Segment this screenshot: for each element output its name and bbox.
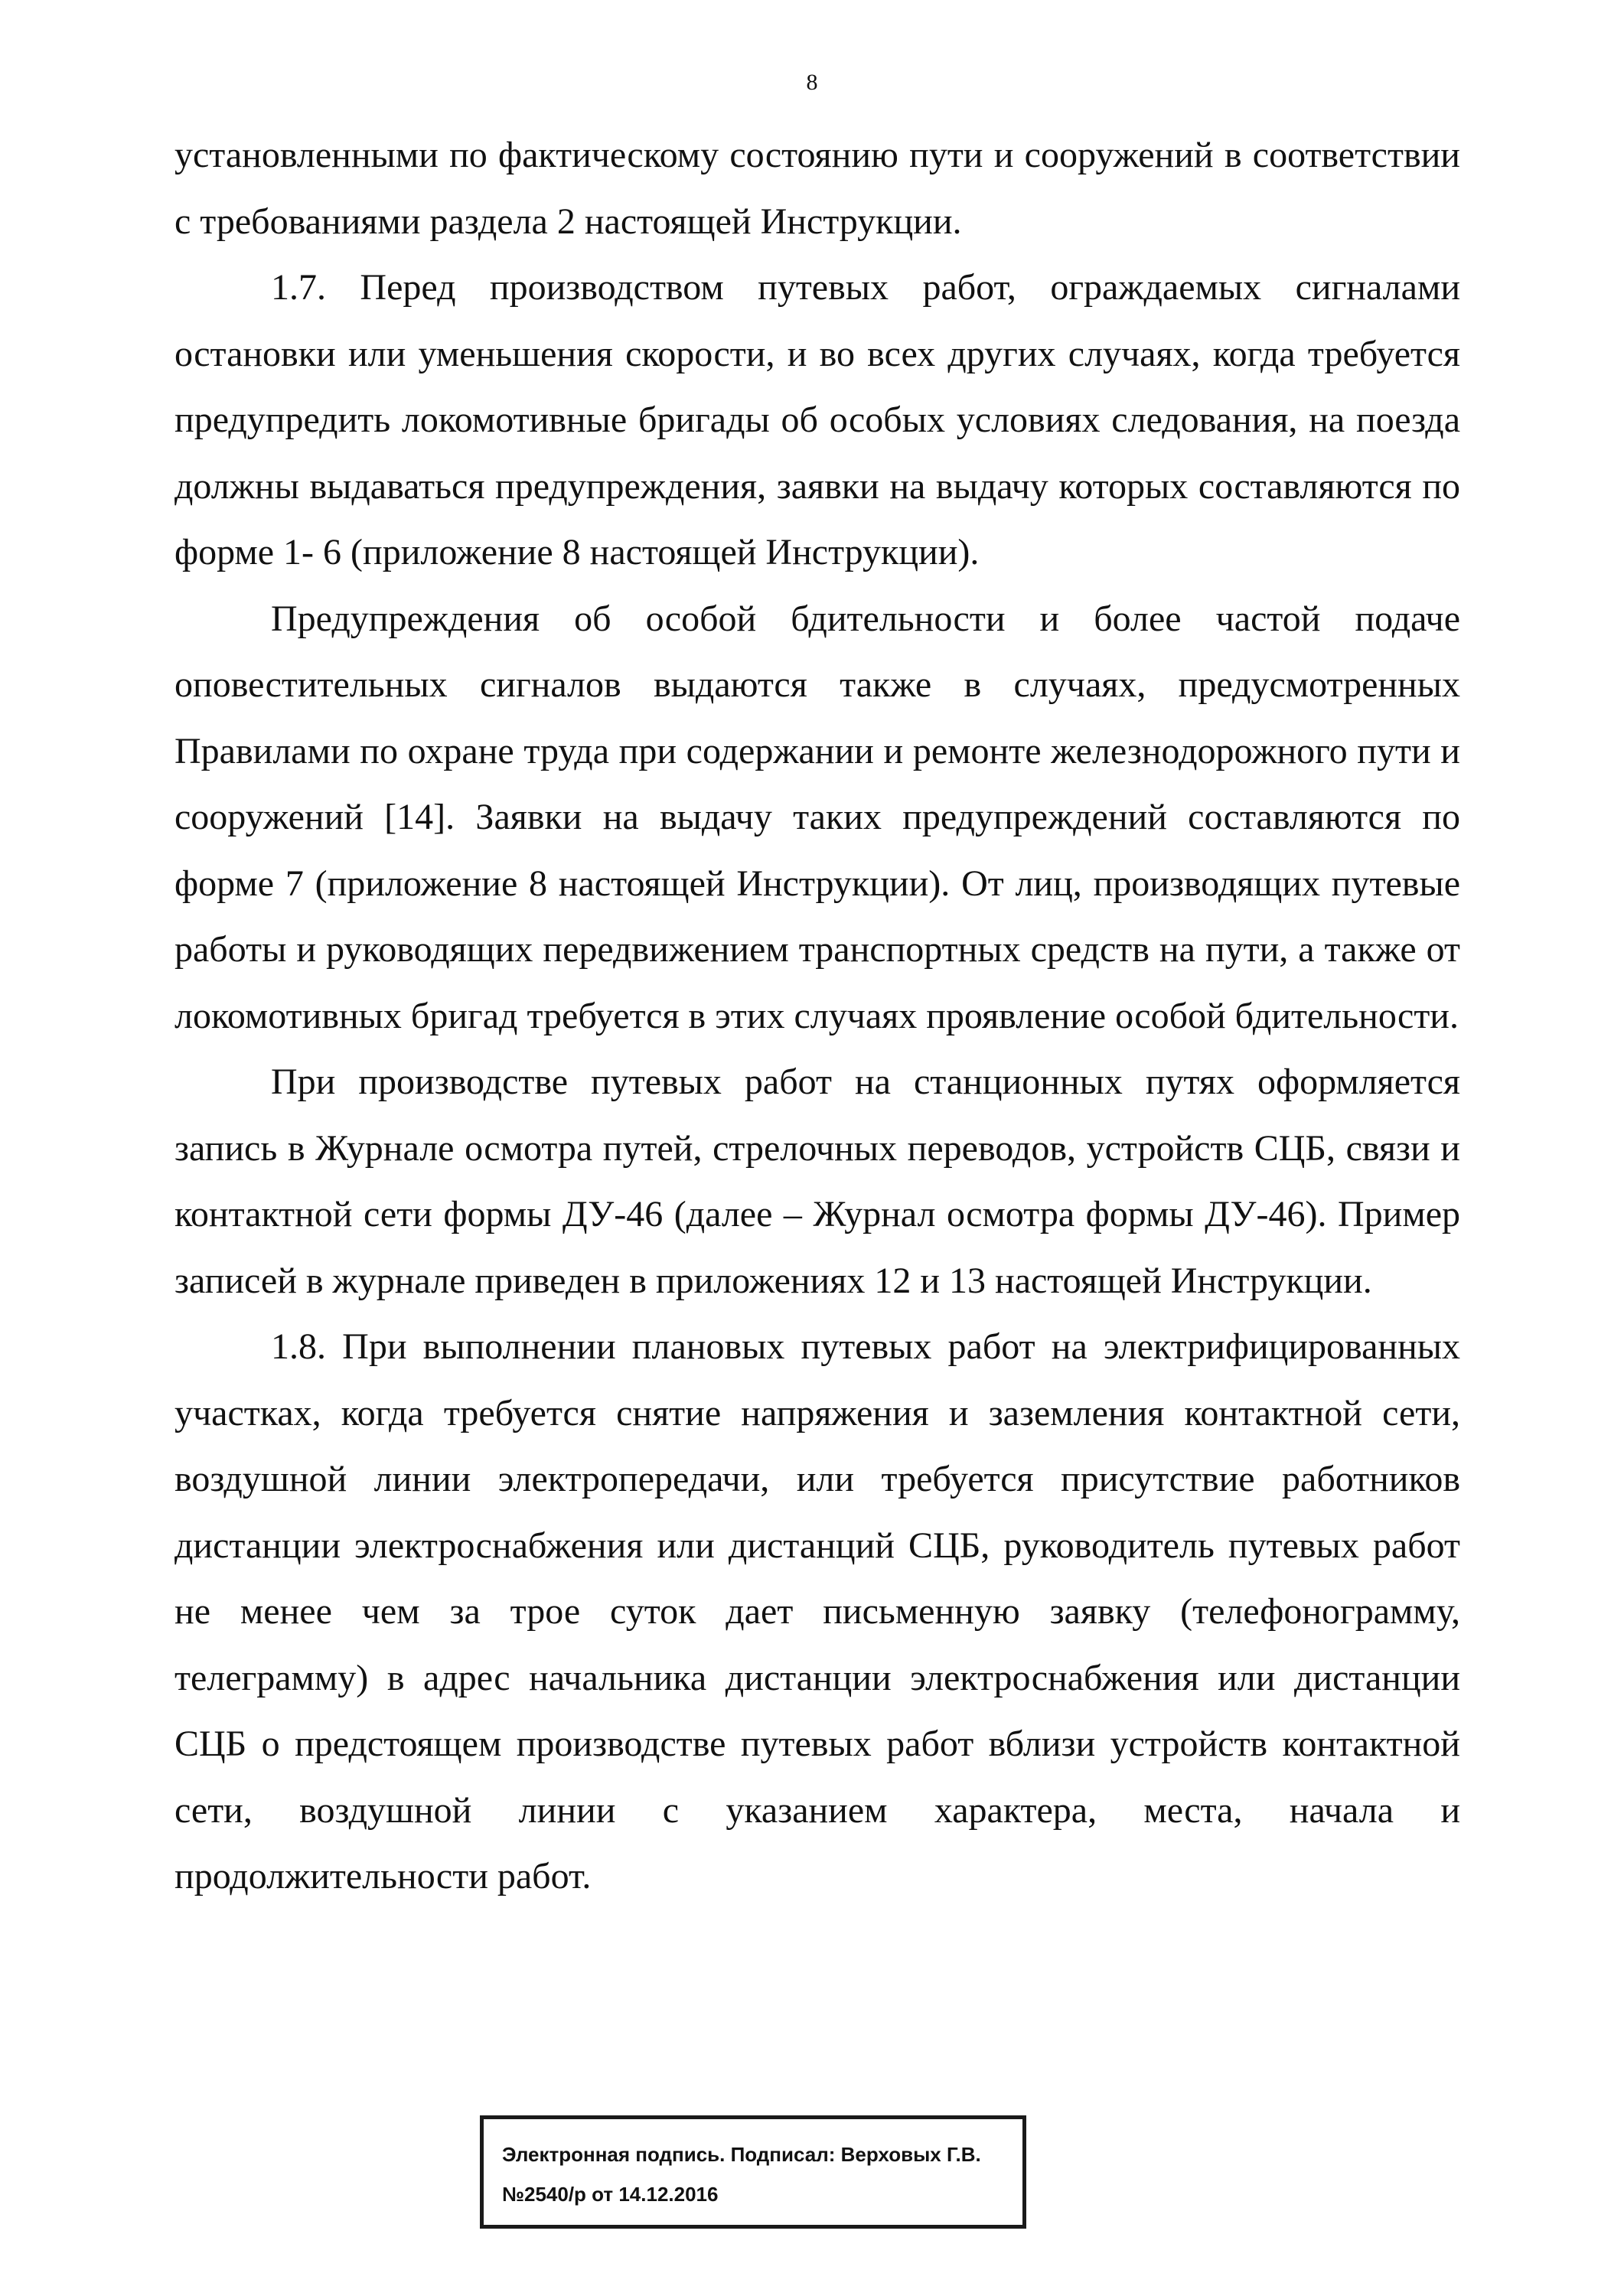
document-body (174, 122, 1460, 1910)
paragraph-clause-1-8: 1.8. При выполнении плановых путевых работ на электрифицированных участках, когда требуется снятие напряжения и заземления контактной сети, воздушной линии электропередачи, или требуется присутствие работников дистанции электроснабжения или дистанций СЦБ, руководитель путевых работ не менее чем за трое суток дает письменную заявку (телефонограмму, телеграмму) в адрес начальника дистанции электроснабжения или дистанции СЦБ о предстоящем производстве путевых работ вблизи устройств контактной сети, воздушной линии с указанием характера, места, начала и продолжительности работ. (174, 1326, 1460, 1896)
paragraph-clause-1-7: 1.7. Перед производством путевых работ, ограждаемых сигналами остановки или уменьшения скорости, и во всех других случаях, когда требуется предупредить локомотивные бригады об особых условиях следования, на поезда должны выдаваться предупреждения, заявки на выдачу которых составляются по форме 1- 6 (приложение 8 настоящей Инструкции). (174, 267, 1460, 572)
paragraph-warnings: Предупреждения об особой бдительности и более частой подаче оповестительных сигналов выдаются также в случаях, предусмотренных Правилами по охране труда при содержании и ремонте железнодорожного пути и сооружений [14]. Заявки на выдачу таких предупреждений составляются по форме 7 (приложение 8 настоящей Инструкции). От лиц, производящих путевые работы и руководящих передвижением транспортных средств на пути, а также от локомотивных бригад требуется в этих случаях проявление особой бдительности. (174, 598, 1460, 1036)
electronic-signature-stamp (480, 2115, 1026, 2229)
signature-line-order: №2540/р от 14.12.2016 (502, 2183, 719, 2206)
paragraph-station-tracks: При производстве путевых работ на станционных путях оформляется запись в Журнале осмотра путей, стрелочных переводов, устройств СЦБ, связи и контактной сети формы ДУ-46 (далее – Журнал осмотра формы ДУ-46). Пример записей в журнале приведен в приложениях 12 и 13 настоящей Инструкции. (174, 1062, 1460, 1301)
signature-line-signer: Электронная подпись. Подписал: Верховых Г.В. (502, 2143, 981, 2166)
page-number: 8 (806, 70, 818, 95)
paragraph-continuation: установленными по фактическому состоянию пути и сооружений в соответствии с требованиями раздела 2 настоящей Инструкции. (174, 135, 1460, 242)
